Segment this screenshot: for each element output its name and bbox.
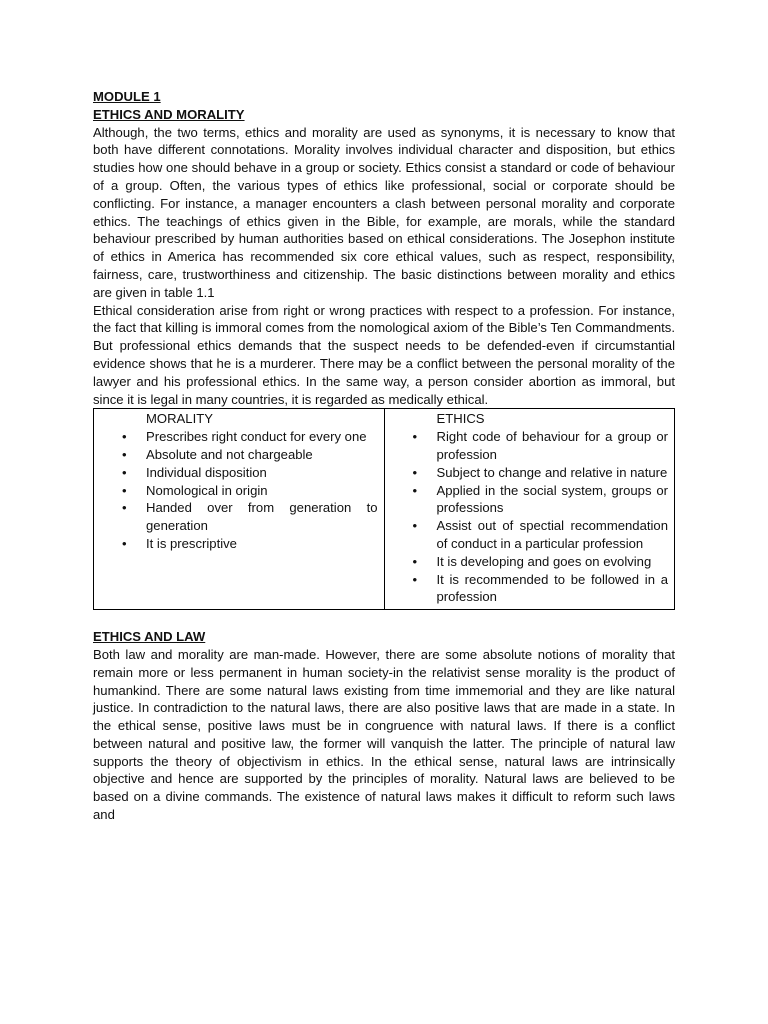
list-item: • Applied in the social system, groups or professions: [391, 482, 669, 518]
list-item: • Right code of behaviour for a group or profession: [391, 428, 669, 464]
list-item: • It is prescriptive: [100, 535, 378, 553]
document-content: [93, 88, 675, 824]
paragraph: Both law and morality are man-made. However, there are some absolute notions of morality that remain more or less permanent in human society-in the relativist sense morality is the product of humankind. There are some natural laws existing from time immemorial and they are like natural justice. In contradiction to the natural laws, there are also positive laws that are made in a state. In the ethical sense, positive laws must be in congruence with natural laws. If there is a conflict between natural and positive law, the former will vanquish the latter. The principle of natural law supports the theory of objectivism in ethics. In the ethical sense, natural laws are intrinsically objective and hence are supported by the principles of morality. Natural laws are believed to be based on a divine commands. The existence of natural laws makes it difficult to reform such laws and: [93, 646, 675, 823]
morality-column: [94, 409, 385, 610]
spacer: [93, 610, 675, 628]
section-heading-ethics-morality: ETHICS AND MORALITY: [93, 106, 245, 122]
column-title-ethics: ETHICS: [436, 411, 485, 427]
list-item: • Prescribes right conduct for every one: [100, 428, 378, 446]
section-heading-ethics-law: ETHICS AND LAW: [93, 629, 206, 645]
list-item: • Assist out of spectial recommendation of conduct in a particular profession: [391, 517, 669, 553]
list-item: • Subject to change and relative in nature: [391, 464, 669, 482]
module-title: MODULE 1: [93, 89, 161, 104]
ethics-column: [384, 409, 675, 610]
list-item: • Individual disposition: [100, 464, 378, 482]
list-item: • Handed over from generation to generation: [100, 499, 378, 535]
comparison-table: [93, 408, 675, 610]
paragraph: Ethical consideration arise from right or wrong practices with respect to a profession. For instance, the fact that killing is immoral comes from the nomological axiom of the Bible’s Ten Commandments. But professional ethics demands that the suspect needs to be defended-even if circumstantial evidence shows that he is a murderer. There may be a conflict between the personal morality of the lawyer and his professional ethics. In the same way, a person consider abortion as immoral, but since it is legal in many countries, it is regarded as medically ethical.: [93, 302, 675, 407]
list-item: • Nomological in origin: [100, 482, 378, 500]
paragraph: Although, the two terms, ethics and morality are used as synonyms, it is necessary to know that both have different connotations. Morality involves individual character and disposition, but ethics studies how one should behave in a group or society. Ethics consist a standard or code of behaviour of a group. Often, the various types of ethics like professional, social or corporate should be conflicting. For instance, a manager encounters a clash between personal morality and corporate ethics. The teachings of ethics given in the Bible, for example, are morals, while the standard behaviour prescribed by human authorities based on ethical considerations. The Josephon institute of ethics in America has recommended six core ethical values, such as respect, responsibility, fairness, care, trustworthiness and citizenship. The basic distinctions between morality and ethics are given in table 1.1: [93, 124, 675, 300]
ethics-list: [391, 428, 669, 606]
list-item: • Absolute and not chargeable: [100, 446, 378, 464]
morality-list: [100, 428, 378, 553]
list-item: • It is developing and goes on evolving: [391, 553, 669, 571]
column-title-morality: MORALITY: [146, 411, 213, 427]
list-item: • It is recommended to be followed in a profession: [391, 571, 669, 607]
